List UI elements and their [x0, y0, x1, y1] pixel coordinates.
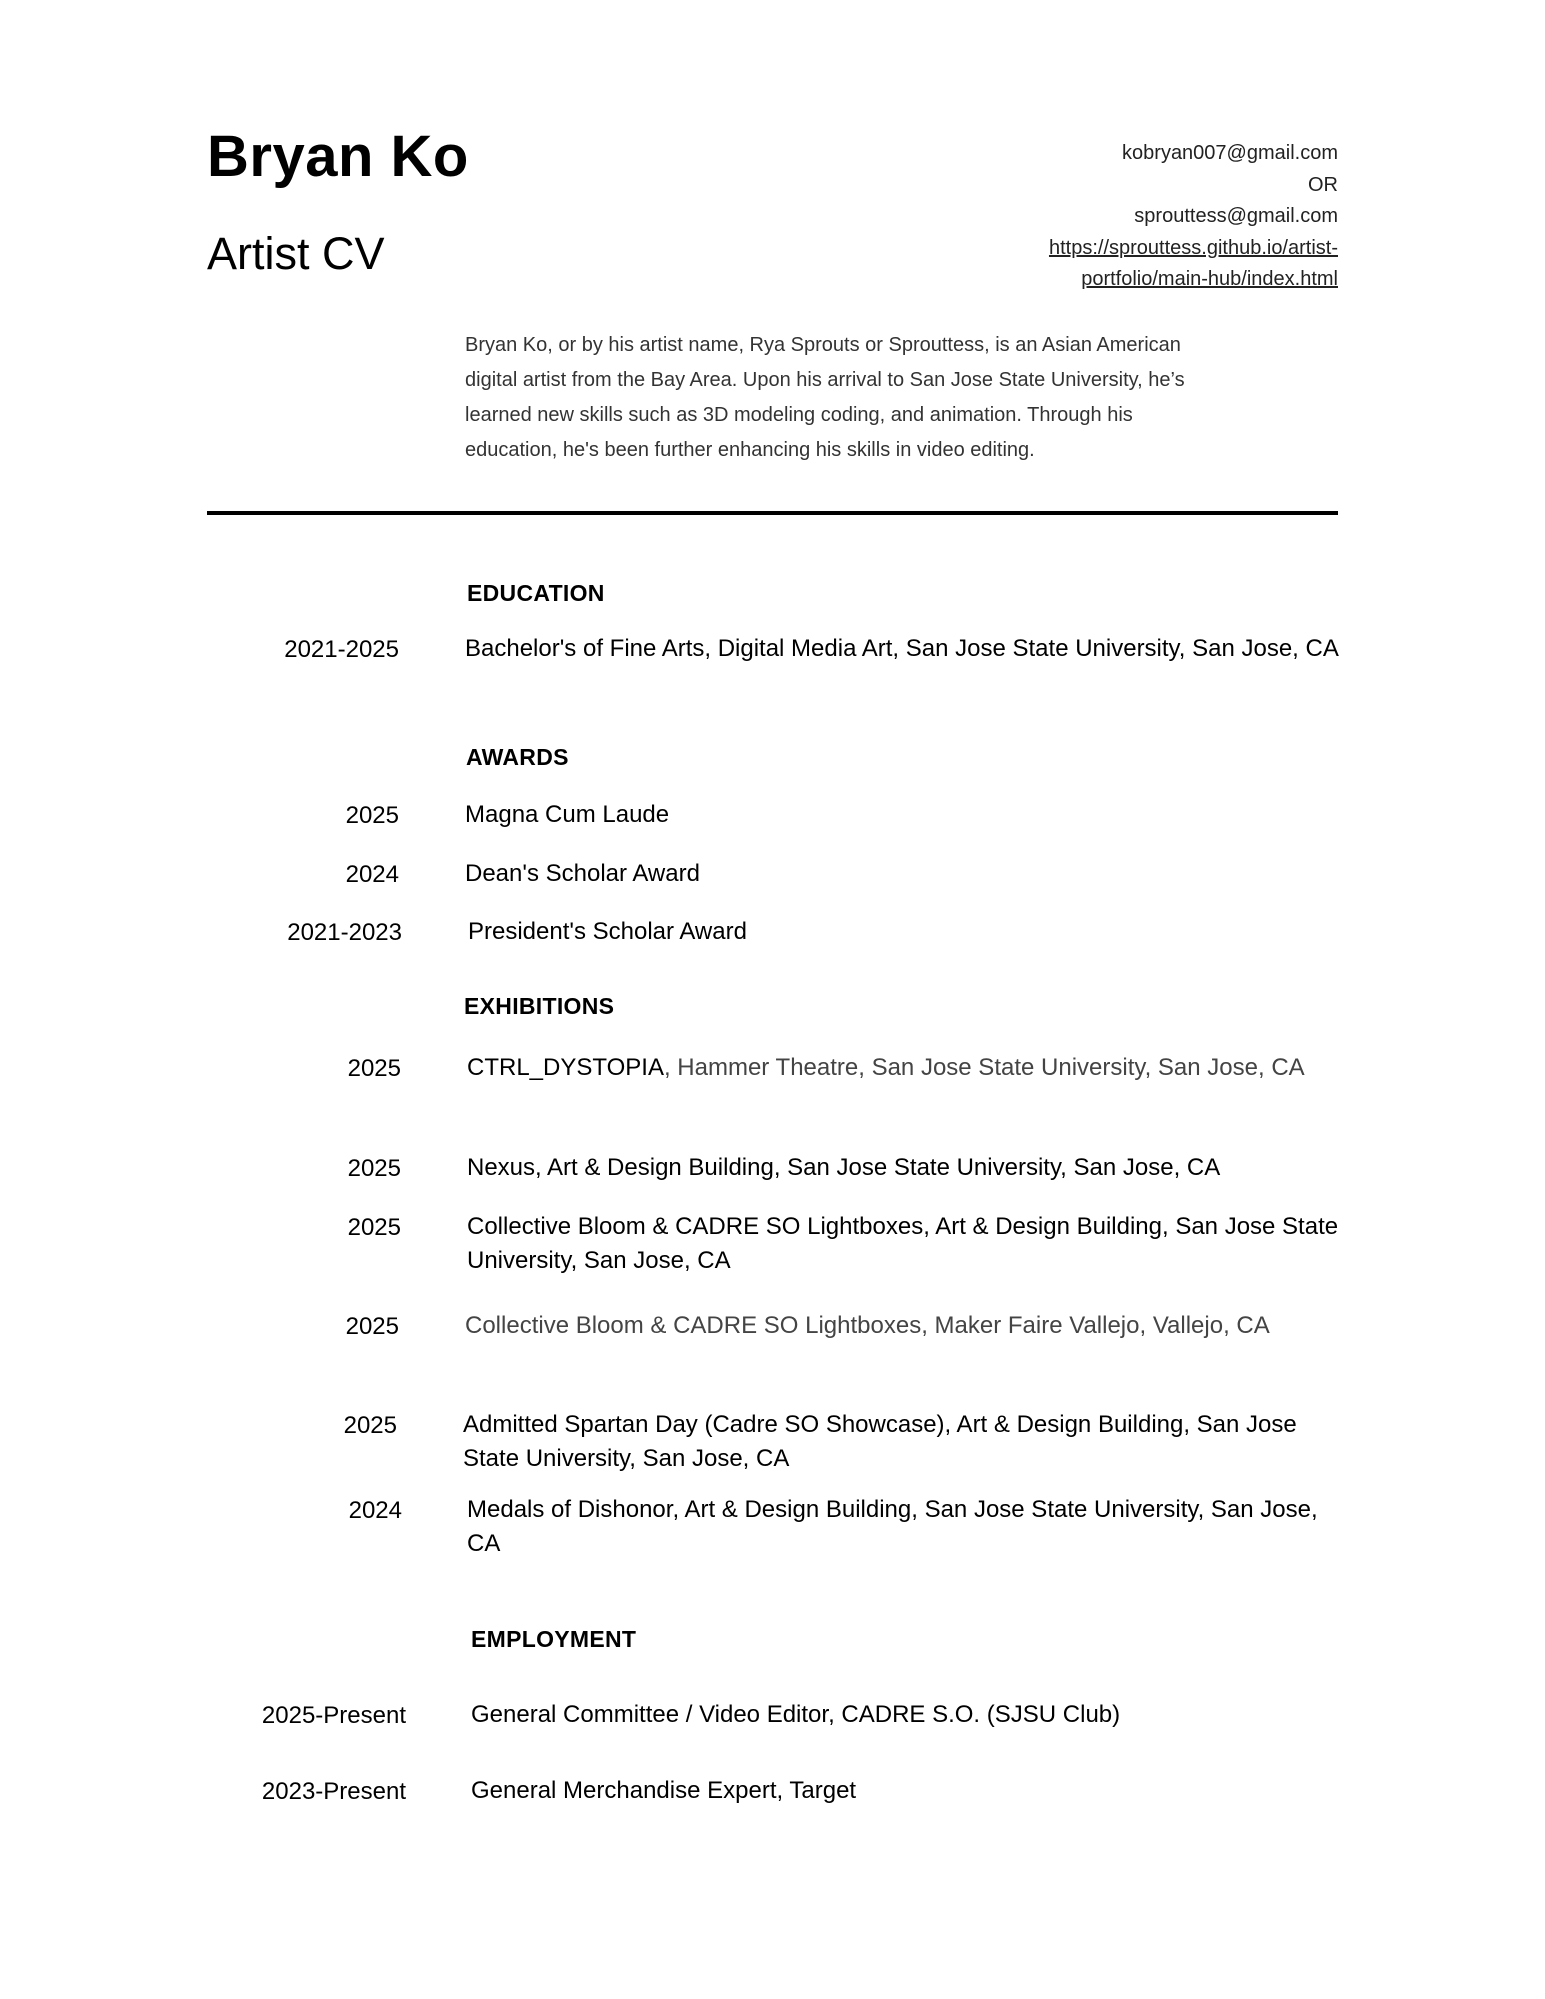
award-entry: President's Scholar Award — [468, 918, 747, 945]
exhibition-details: , Hammer Theatre, San Jose State University, San Jose, CA — [663, 1054, 1305, 1081]
exhibition-entry: Collective Bloom & CADRE SO Lightboxes, Art & Design Building, San Jose State University, San Jose, CA — [467, 1213, 1339, 1274]
education-heading: EDUCATION — [467, 580, 605, 606]
education-years: 2021-2025 — [284, 636, 399, 663]
education-entry: Bachelor's of Fine Arts, Digital Media Art, San Jose State University, San Jose, CA — [465, 635, 1339, 662]
contact-block — [1049, 138, 1338, 296]
exhibitions-heading: EXHIBITIONS — [464, 993, 615, 1019]
page-subtitle: Artist CV — [207, 228, 385, 279]
exhibition-years: 2025 — [347, 1214, 401, 1241]
exhibition-title: CTRL_DYSTOPIA — [467, 1054, 664, 1081]
bio-paragraph: Bryan Ko, or by his artist name, Rya Sprouts or Sprouttess, is an Asian American digital artist from the Bay Area. Upon his arrival to San Jose State University, he’s learned new skills such as 3D modeling coding, and animation. Through his education, he's been further enhancing his skills in video editing. — [465, 334, 1185, 461]
award-entry: Dean's Scholar Award — [465, 860, 700, 887]
exhibition-entry: Nexus, Art & Design Building, San Jose State University, San Jose, CA — [467, 1154, 1221, 1181]
exhibition-entry: Medals of Dishonor, Art & Design Building, San Jose State University, San Jose, CA — [467, 1496, 1318, 1557]
exhibition-years: 2024 — [348, 1497, 402, 1524]
email-primary[interactable]: kobryan007@gmail.com — [1122, 142, 1338, 164]
awards-heading: AWARDS — [466, 744, 569, 770]
employment-entry: General Committee / Video Editor, CADRE S.O. (SJSU Club) — [471, 1701, 1121, 1728]
award-years: 2025 — [345, 802, 399, 829]
exhibition-years: 2025 — [343, 1412, 397, 1439]
employment-years: 2023-Present — [261, 1778, 406, 1805]
employment-heading: EMPLOYMENT — [471, 1626, 637, 1652]
exhibition-years: 2025 — [345, 1313, 399, 1340]
award-years: 2024 — [345, 861, 399, 888]
contact-separator: OR — [1308, 173, 1338, 196]
exhibition-entry — [467, 1047, 1347, 1089]
award-entry: Magna Cum Laude — [465, 801, 670, 828]
exhibition-years: 2025 — [347, 1155, 401, 1182]
award-years: 2021-2023 — [287, 919, 402, 946]
header-divider — [207, 511, 1338, 515]
exhibition-entry: Collective Bloom & CADRE SO Lightboxes, Maker Faire Vallejo, Vallejo, CA — [465, 1312, 1270, 1339]
employment-years: 2025-Present — [261, 1702, 406, 1729]
portfolio-link-line2[interactable]: portfolio/main-hub/index.html — [1081, 268, 1338, 290]
name-heading: Bryan Ko — [207, 124, 469, 189]
exhibition-entry: Admitted Spartan Day (Cadre SO Showcase), Art & Design Building, San Jose State University, San Jose, CA — [463, 1411, 1297, 1472]
exhibition-years: 2025 — [347, 1055, 401, 1082]
email-secondary[interactable]: sprouttess@gmail.com — [1134, 205, 1338, 227]
employment-entry: General Merchandise Expert, Target — [471, 1777, 857, 1804]
portfolio-link-line1[interactable]: https://sprouttess.github.io/artist- — [1048, 236, 1338, 259]
